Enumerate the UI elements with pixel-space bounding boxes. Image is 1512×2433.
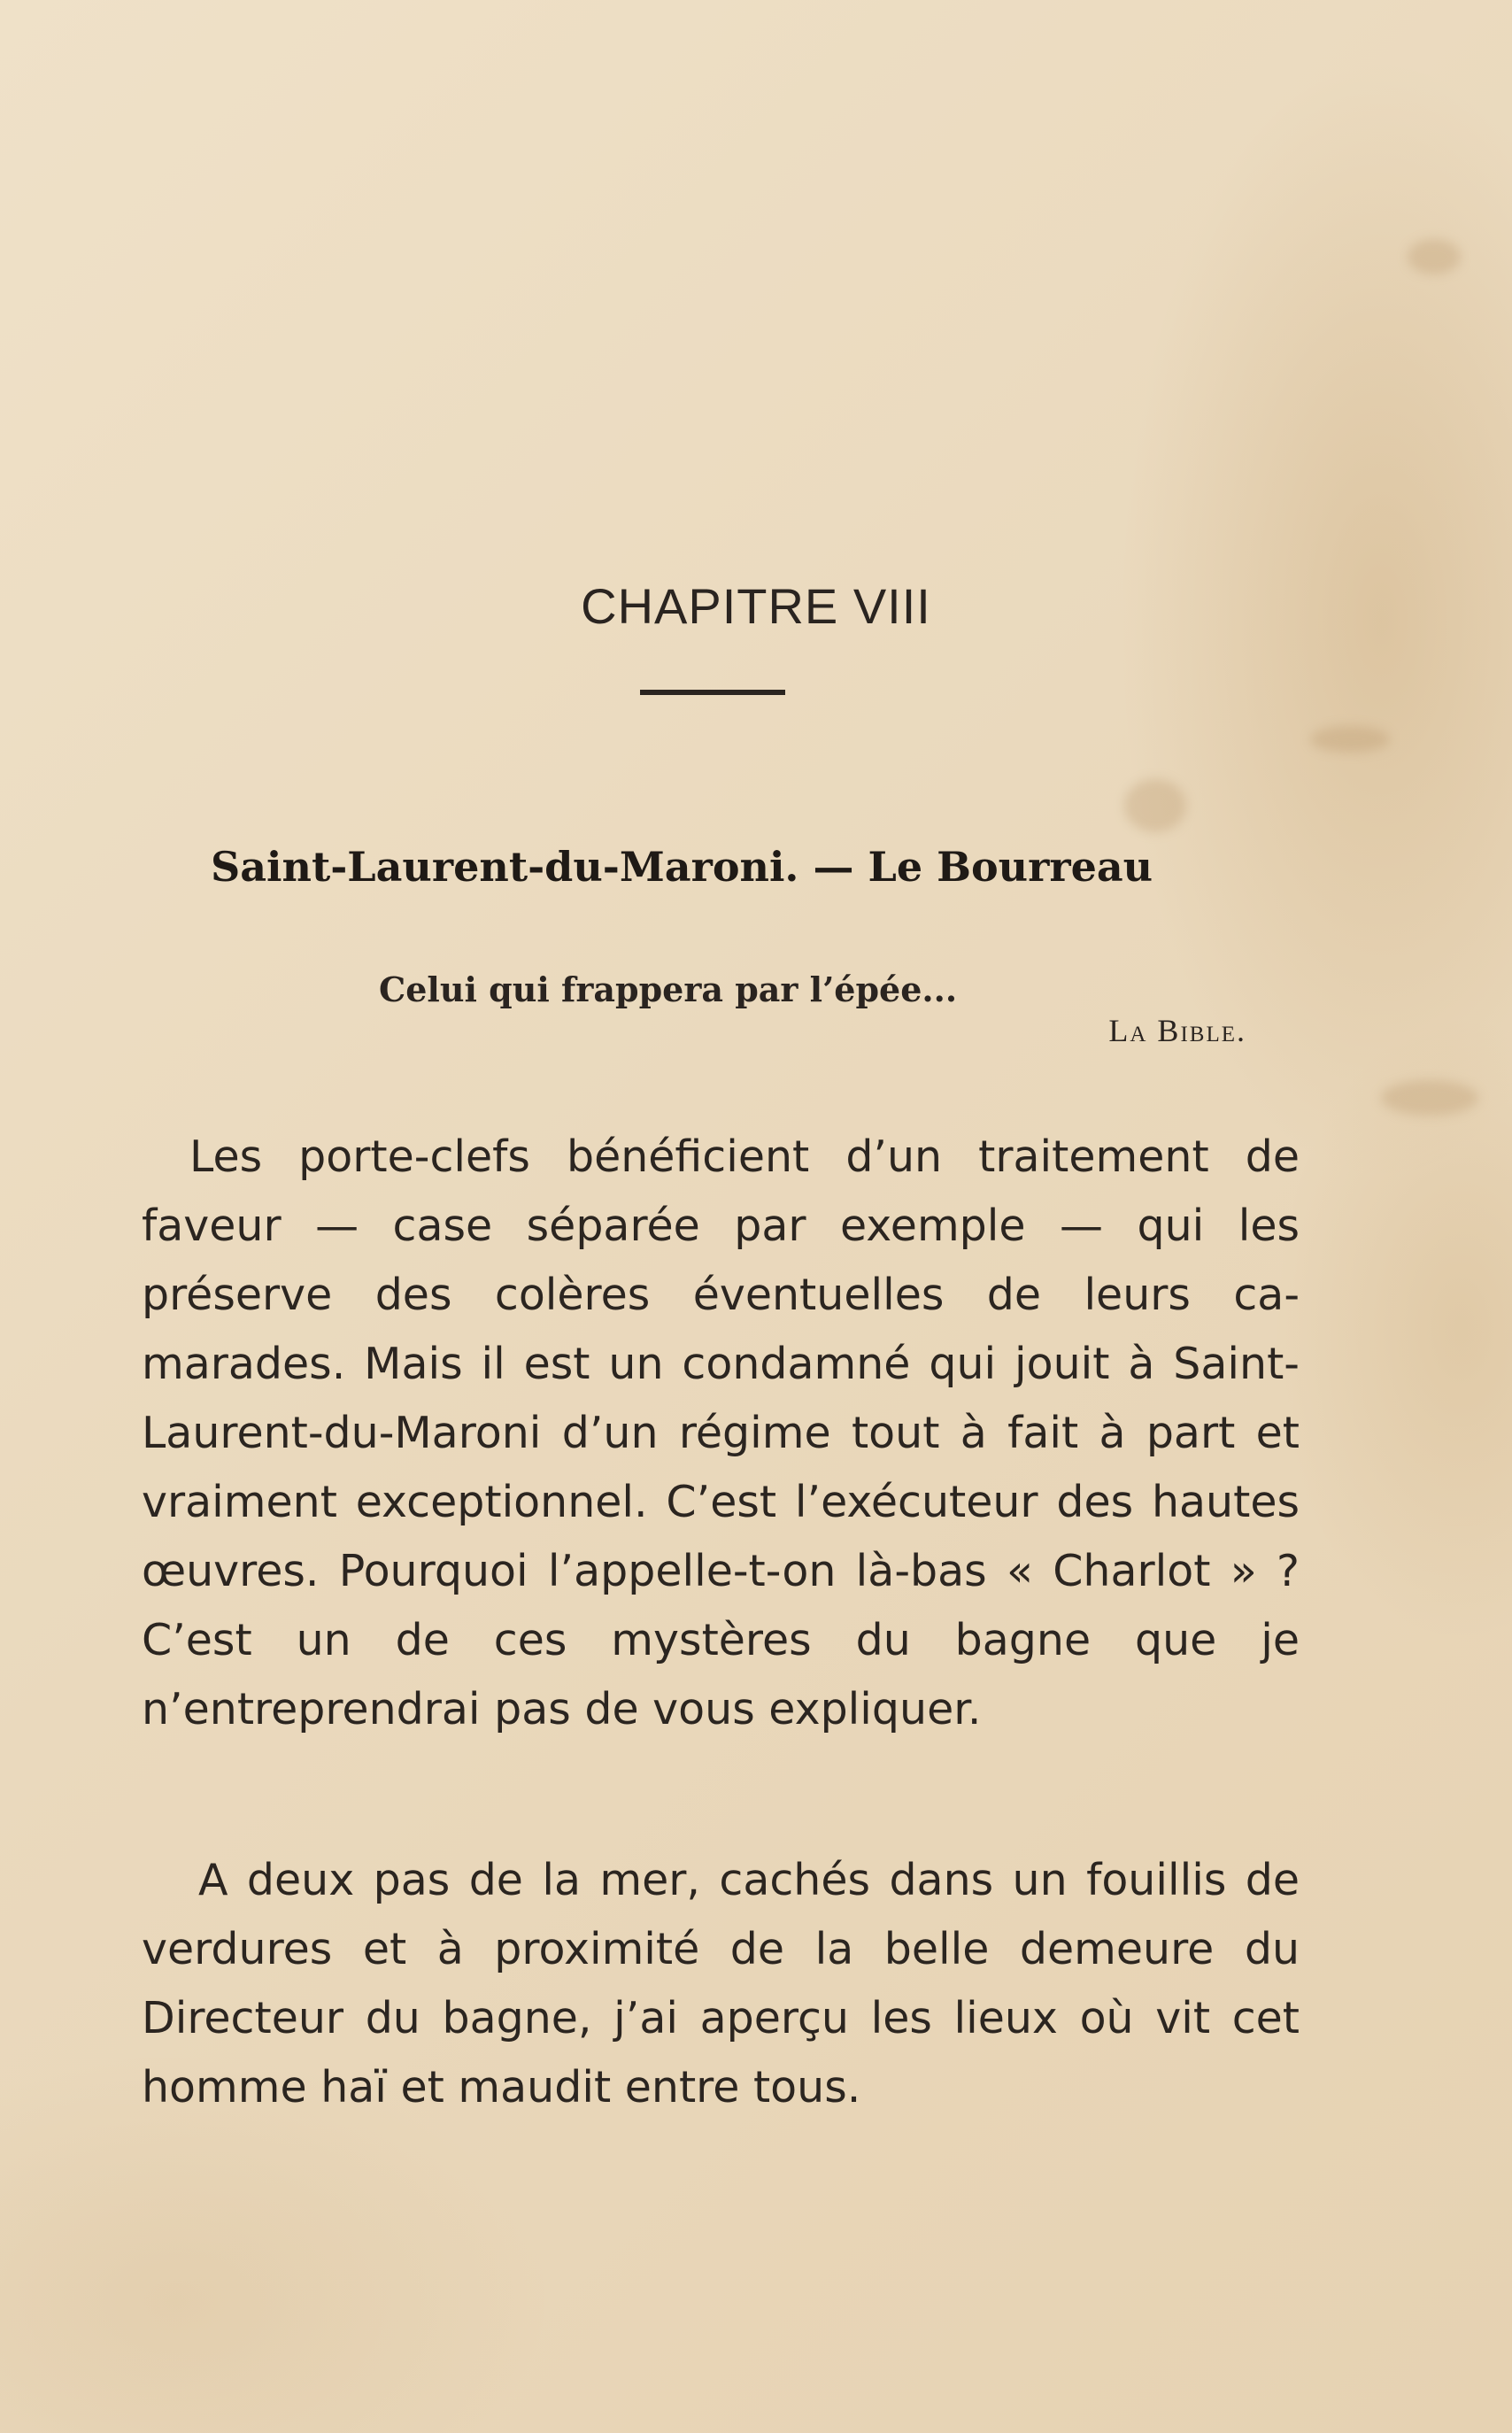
paper-stain <box>1381 1080 1478 1116</box>
epigraph-source: La Bible. <box>1108 1013 1246 1048</box>
epigraph-quote: Celui qui frappera par l’épée... <box>379 969 958 1009</box>
chapter-title: CHAPITRE VIII <box>581 578 931 634</box>
body-paragraph: Les porte-clefs bénéficient d’un traitement de faveur — case séparée par exemple — qui les préserve des colères éventuelles de leurs camarades. Mais il est un condamné qui jouit à Saint-Laurent-du-Maroni d’un régime tout à fait à part et vraiment exceptionnel. C’est l’exécuteur des hautes œuvres. Pourquoi l’appelle-t-on là-bas « Charlot » ? C’est un de ces mystères du bagne que je n’entreprendrai pas de vous expliquer. <box>142 1132 1300 1734</box>
title-divider <box>640 690 785 695</box>
paper-stain <box>1124 779 1186 832</box>
section-heading: Saint-Laurent-du-Maroni. — Le Bourreau <box>211 843 1153 891</box>
body-paragraph: A deux pas de la mer, cachés dans un fouillis de verdures et à proximité de la belle demeure du Directeur du bagne, j’ai aperçu les lieux où vit cet homme haï et maudit entre tous. <box>142 1855 1300 2112</box>
paper-stain <box>1408 239 1461 274</box>
paper-stain <box>1310 726 1390 753</box>
